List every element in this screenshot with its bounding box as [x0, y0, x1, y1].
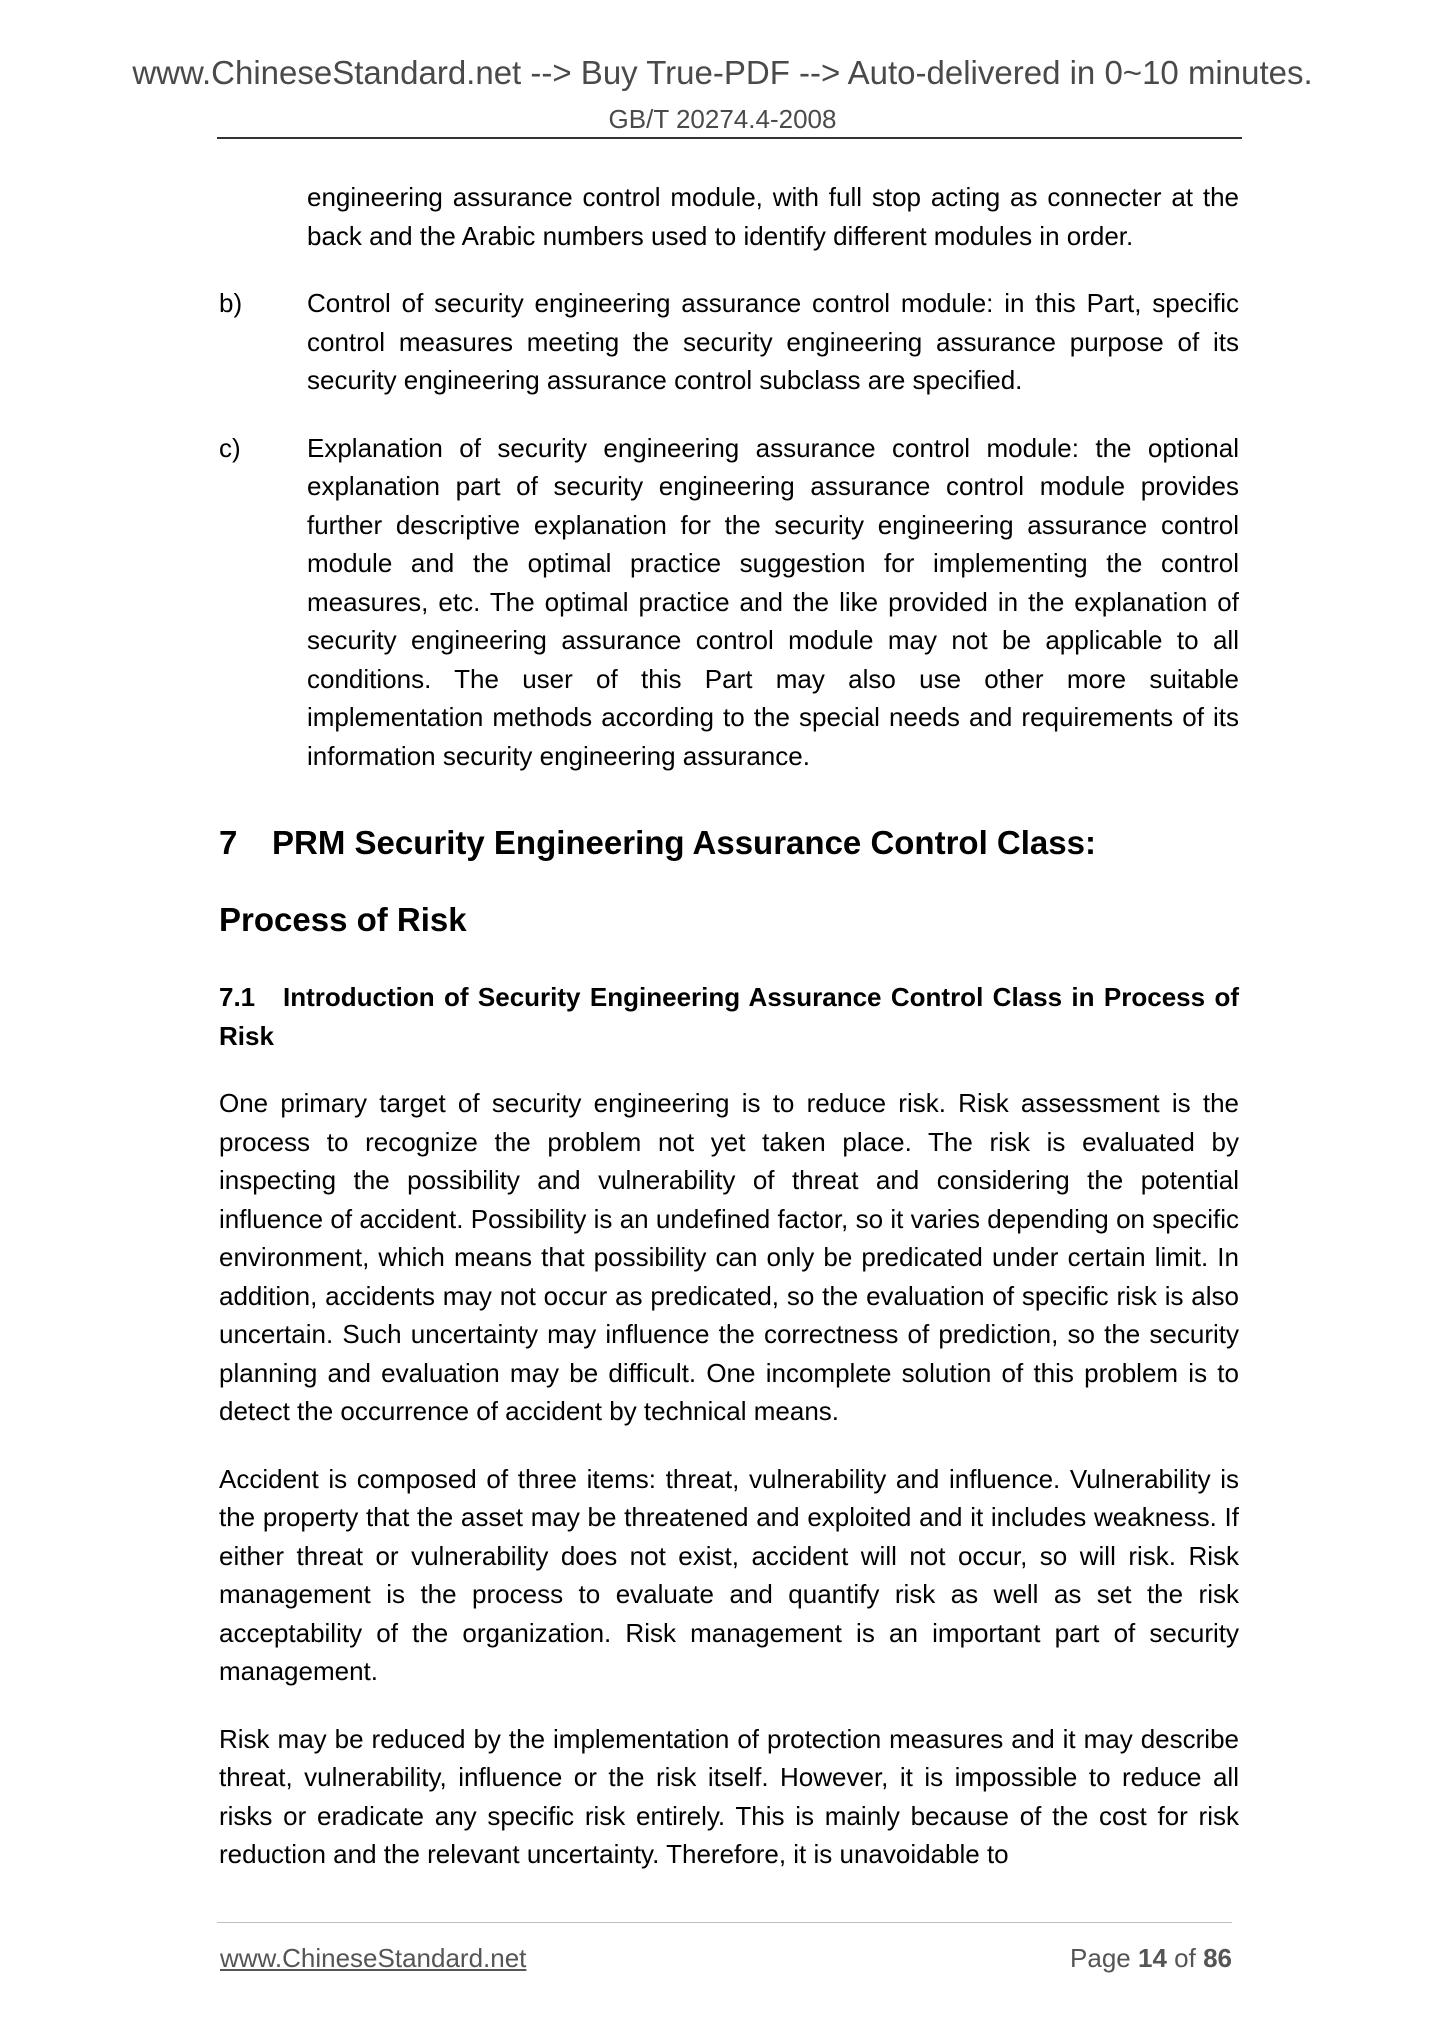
page-word: Page — [1070, 1943, 1131, 1973]
page-of: of — [1174, 1943, 1196, 1973]
section-heading — [219, 804, 1239, 958]
footer-divider — [217, 1922, 1232, 1923]
list-item-text: Control of security engineering assurance control module: in this Part, specific control measures meeting the security engineering assurance purpose of its security engineering assurance control subclass are specified. — [307, 288, 1239, 395]
body-paragraph: One primary target of security engineering is to reduce risk. Risk assessment is the process to recognize the problem not yet taken place. The risk is evaluated by inspecting the possibility and vulnerability of threat and considering the potential influence of accident. Possibility is an undefined factor, so it varies depending on specific environment, which means that possibility can only be predicated under certain limit. In addition, accidents may not occur as predicated, so the evaluation of specific risk is also uncertain. Such uncertainty may influence the correctness of prediction, so the security planning and evaluation may be difficult. One incomplete solution of this problem is to detect the occurrence of accident by technical means. — [219, 1088, 1239, 1426]
page-content — [219, 178, 1239, 1903]
subsection-title: Introduction of Security Engineering Assurance Control Class in Process of Risk — [219, 982, 1239, 1051]
header-divider — [217, 137, 1242, 139]
section-title-line2: Process of Risk — [219, 901, 467, 938]
standard-code: GB/T 20274.4-2008 — [608, 104, 837, 134]
body-paragraph: Risk may be reduced by the implementation of protection measures and it may describe threat, vulnerability, influence or the risk itself. However, it is impossible to reduce all risks or eradicate any specific risk entirely. This is mainly because of the cost for risk reduction and the relevant uncertainty. Therefore, it is unavoidable to — [219, 1723, 1239, 1869]
section-title-line1: PRM Security Engineering Assurance Control Class: — [272, 824, 1096, 861]
list-item-label: b) — [219, 288, 243, 318]
page-number — [1070, 1942, 1232, 1976]
section-number: 7 — [219, 824, 238, 861]
page-current: 14 — [1138, 1943, 1167, 1973]
page-total: 86 — [1203, 1943, 1232, 1973]
footer-website-link[interactable]: www.ChineseStandard.net — [220, 1943, 527, 1973]
list-item-c — [219, 429, 1239, 776]
list-item-b — [219, 284, 1239, 400]
list-item-continuation: engineering assurance control module, with full stop acting as connecter at the back and the Arabic numbers used to identify different modules in order. — [307, 182, 1239, 251]
body-paragraph: Accident is composed of three items: threat, vulnerability and influence. Vulnerability is the property that the asset may be threatened and exploited and it includes weakness. If either threat or vulnerability does not exist, accident will not occur, so will risk. Risk management is the process to evaluate and quantify risk as well as set the risk acceptability of the organization. Risk management is an important part of security management. — [219, 1463, 1239, 1686]
list-item-label: c) — [219, 432, 241, 463]
subsection-number: 7.1 — [219, 982, 256, 1012]
header-banner-link[interactable]: www.ChineseStandard.net --> Buy True-PDF --> Auto-delivered in 0~10 minutes. — [132, 54, 1313, 91]
subsection-heading — [219, 978, 1239, 1055]
list-item-text: Explanation of security engineering assurance control module: the optional explanation part of security engineering assurance control module provides further descriptive explanation for the security engineering assurance control module and the optimal practice suggestion for implementing the control measures, etc. The optimal practice and the like provided in the explanation of security engineering assurance control module may not be applicable to all conditions. The user of this Part may also use other more suitable implementation methods according to the special needs and requirements of its information security engineering assurance. — [307, 432, 1239, 771]
